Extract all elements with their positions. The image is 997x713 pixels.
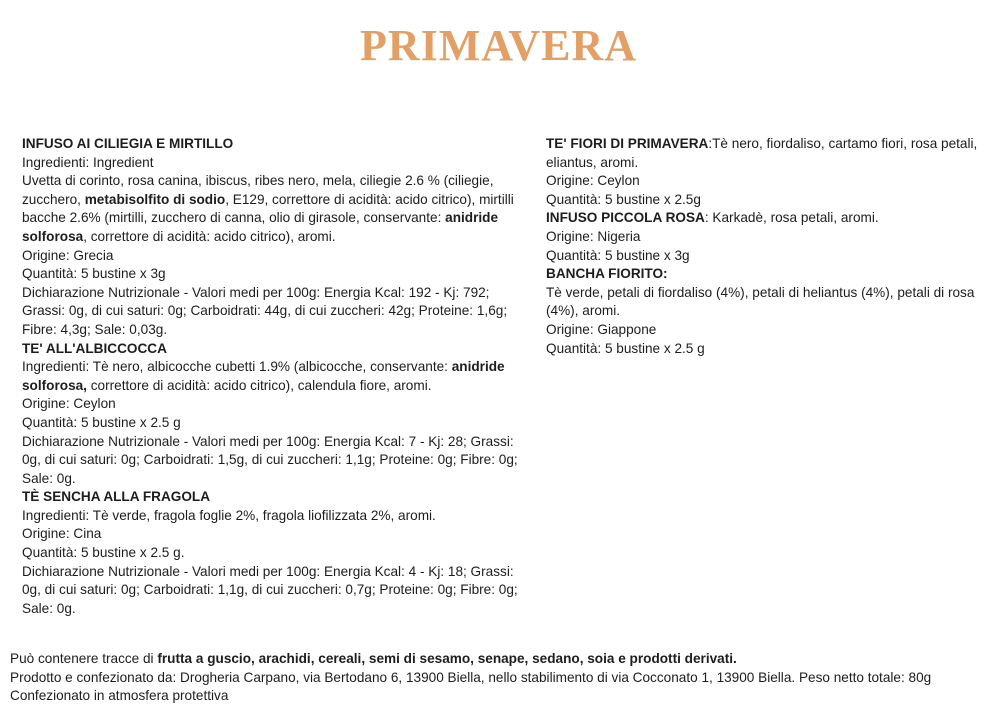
product-te-sencha-fragola	[22, 488, 527, 618]
ingredients-part: :Tè nero, fiordaliso, cartamo fiori, rosa petali, eliantus, aromi.	[546, 136, 978, 170]
footer	[10, 650, 990, 706]
packaging-info: Confezionato in atmosfera protettiva	[10, 688, 229, 704]
product-heading: INFUSO PICCOLA ROSA	[546, 210, 705, 226]
quantity-text: Quantità: 5 bustine x 3g	[22, 266, 166, 282]
ingredients-label: Ingredienti: Ingredient	[22, 154, 154, 170]
nutrition-text: Dichiarazione Nutrizionale - Valori medi per 100g: Energia Kcal: 4 - Kj: 18; Grassi: 0g, di cui saturi: 0g; Carboidrati: 1,1g, di cui zuccheri: 0,7g; Proteine: 0g; Fibre: 0g; Sale: 0g.	[22, 563, 518, 616]
ingredients-text	[22, 358, 527, 395]
allergen-highlight: anidride solforosa,	[22, 359, 505, 393]
ingredients-text: Ingredienti: Tè verde, fragola foglie 2%, fragola liofilizzata 2%, aromi.	[22, 507, 436, 523]
quantity-text: Quantità: 5 bustine x 2.5 g	[22, 414, 181, 430]
page-title: PRIMAVERA	[359, 21, 638, 70]
product-heading: TÈ SENCHA ALLA FRAGOLA	[22, 489, 211, 505]
ingredients-text	[546, 209, 991, 228]
allergen-highlight: metabisolfito di sodio	[84, 191, 226, 207]
ingredients-part: , E129, correttore di acidità: acido citrico), mirtilli bacche 2.6% (mirtilli, zucchero di canna, olio di girasole, conservante:	[22, 191, 514, 226]
ingredients-text	[546, 135, 991, 172]
ingredients-text	[22, 172, 527, 246]
ingredients-part: : Karkadè, rosa petali, aromi.	[704, 210, 879, 226]
ingredients-part: Ingredienti: Tè nero, albicocche cubetti 1.9% (albicocche, conservante:	[22, 359, 452, 375]
ingredients-part: correttore di acidità: acido citrico), calendula fiore, aromi.	[86, 377, 432, 393]
allergen-prefix: Può contenere tracce di	[10, 651, 158, 666]
allergen-highlight: anidride solforosa	[22, 210, 499, 244]
product-heading: BANCHA FIORITO:	[546, 266, 668, 282]
product-infuso-piccola-rosa	[546, 209, 991, 265]
nutrition-text: Dichiarazione Nutrizionale - Valori medi per 100g: Energia Kcal: 7 - Kj: 28; Grassi: 0g, di cui saturi: 0g; Carboidrati: 1,5g, di cui zuccheri: 1,1g; Proteine: 0g; Fibre: 0g; Sale: 0g.	[22, 433, 518, 486]
origin-text: Origine: Grecia	[22, 247, 114, 263]
product-te-fiori-primavera	[546, 135, 991, 209]
origin-text: Origine: Ceylon	[22, 396, 116, 412]
origin-text: Origine: Cina	[22, 526, 102, 542]
product-heading: TE' FIORI DI PRIMAVERA	[546, 136, 709, 151]
product-te-albicocca	[22, 340, 527, 489]
producer-info: Prodotto e confezionato da: Drogheria Carpano, via Bertodano 6, 13900 Biella, nello stabilimento di via Cocconato 1, 13900 Biella. Peso netto totale: 80g	[10, 669, 932, 685]
ingredients-part: , correttore di acidità: acido citrico), aromi.	[83, 228, 336, 244]
product-heading: INFUSO AI CILIEGIA E MIRTILLO	[22, 136, 234, 151]
product-heading: TE' ALL'ALBICCOCCA	[22, 340, 167, 356]
origin-text: Origine: Ceylon	[546, 173, 640, 189]
product-bancha-fiorito	[546, 265, 991, 358]
ingredients-part: Uvetta di corinto, rosa canina, ibiscus, ribes nero, mela, ciliegie 2.6 % (ciliegie, zucchero,	[22, 173, 494, 207]
quantity-text: Quantità: 5 bustine x 2.5g	[546, 191, 701, 207]
left-column	[22, 135, 527, 618]
allergen-notice	[10, 650, 990, 669]
product-infuso-ciliegia-mirtillo	[22, 135, 527, 340]
origin-text: Origine: Giappone	[546, 321, 657, 337]
allergen-list: frutta a guscio, arachidi, cereali, semi di sesamo, senape, sedano, soia e prodotti derivati.	[157, 651, 737, 666]
nutrition-text: Dichiarazione Nutrizionale - Valori medi per 100g: Energia Kcal: 192 - Kj: 792; Grassi: 0g, di cui saturi: 0g; Carboidrati: 44g, di cui zuccheri: 42g; Proteine: 1,6g; Fibre: 4,3g; Sale: 0,03g.	[22, 284, 508, 337]
quantity-text: Quantità: 5 bustine x 3g	[546, 247, 690, 263]
ingredients-text: Tè verde, petali di fiordaliso (4%), petali di heliantus (4%), petali di rosa (4%), aromi.	[546, 284, 975, 319]
quantity-text: Quantità: 5 bustine x 2.5 g.	[22, 545, 185, 561]
quantity-text: Quantità: 5 bustine x 2.5 g	[546, 340, 705, 356]
right-column	[546, 135, 991, 358]
origin-text: Origine: Nigeria	[546, 228, 641, 244]
